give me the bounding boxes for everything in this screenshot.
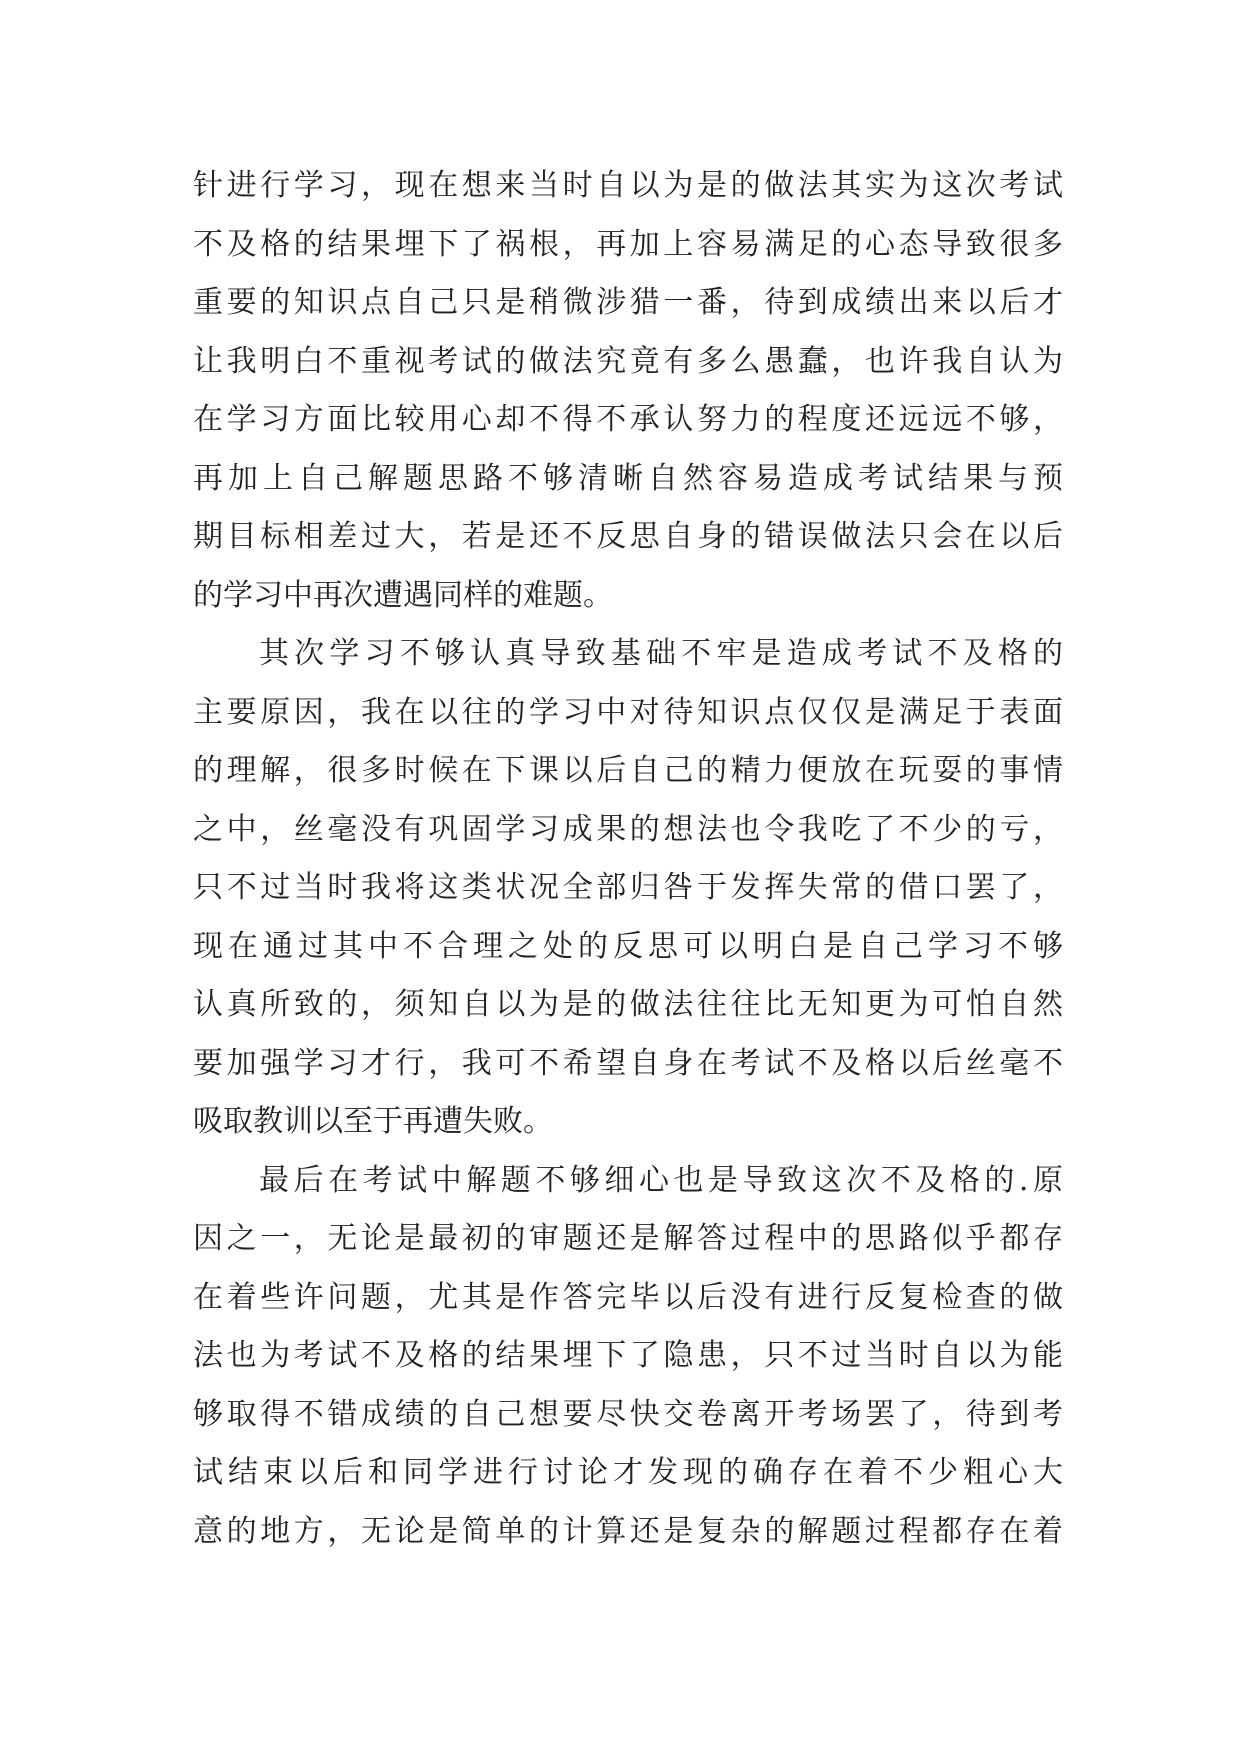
text-line: 因之一，无论是最初的审题还是解答过程中的思路似乎都存 <box>193 1221 1063 1256</box>
text-line: 之中，丝毫没有巩固学习成果的想法也令我吃了不少的亏， <box>193 811 1063 847</box>
text-line: 吸取教训以至于再遭失败。 <box>193 1104 553 1139</box>
text-line: 让我明白不重视考试的做法究竟有多么愚蠢，也许我自认为 <box>193 343 1063 379</box>
text-line: 意的地方，无论是简单的计算还是复杂的解题过程都存在着 <box>193 1513 1063 1549</box>
text-line: 不及格的结果埋下了祸根，再加上容易满足的心态导致很多 <box>193 226 1063 262</box>
text-line: 在学习方面比较用心却不得不承认努力的程度还远远不够， <box>193 402 1063 437</box>
text-line: 在着些许问题，尤其是作答完毕以后没有进行反复检查的做 <box>193 1279 1063 1315</box>
text-line: 重要的知识点自己只是稍微涉猎一番，待到成绩出来以后才 <box>193 285 1063 320</box>
text-line: 现在通过其中不合理之处的反思可以明白是自己学习不够 <box>193 928 1063 964</box>
text-line: 够取得不错成绩的自己想要尽快交卷离开考场罢了，待到考 <box>193 1396 1063 1432</box>
text-line: 主要原因，我在以往的学习中对待知识点仅仅是满足于表面 <box>193 694 1063 730</box>
text-line: 的学习中再次遭遇同样的难题。 <box>193 577 613 613</box>
text-line: 再加上自己解题思路不够清晰自然容易造成考试结果与预 <box>193 460 1063 496</box>
text-line: 要加强学习才行，我可不希望自身在考试不及格以后丝毫不 <box>193 1045 1063 1081</box>
paragraph-first-line: 最后在考试中解题不够细心也是导致这次不及格的.原 <box>259 1162 1063 1198</box>
text-line: 法也为考试不及格的结果埋下了隐患，只不过当时自以为能 <box>193 1338 1063 1373</box>
text-line: 只不过当时我将这类状况全部归咎于发挥失常的借口罢了， <box>193 870 1063 905</box>
text-line: 针进行学习，现在想来当时自以为是的做法其实为这次考试 <box>193 168 1063 203</box>
text-line: 的理解，很多时候在下课以后自己的精力便放在玩耍的事情 <box>193 753 1063 788</box>
paragraph-first-line: 其次学习不够认真导致基础不牢是造成考试不及格的 <box>259 636 1063 671</box>
text-line: 认真所致的，须知自以为是的做法往往比无知更为可怕自然 <box>193 987 1063 1022</box>
text-line: 试结束以后和同学进行讨论才发现的确存在着不少粗心大 <box>193 1455 1063 1490</box>
body-text <box>193 157 1063 1561</box>
text-line: 期目标相差过大，若是还不反思自身的错误做法只会在以后 <box>193 519 1063 554</box>
